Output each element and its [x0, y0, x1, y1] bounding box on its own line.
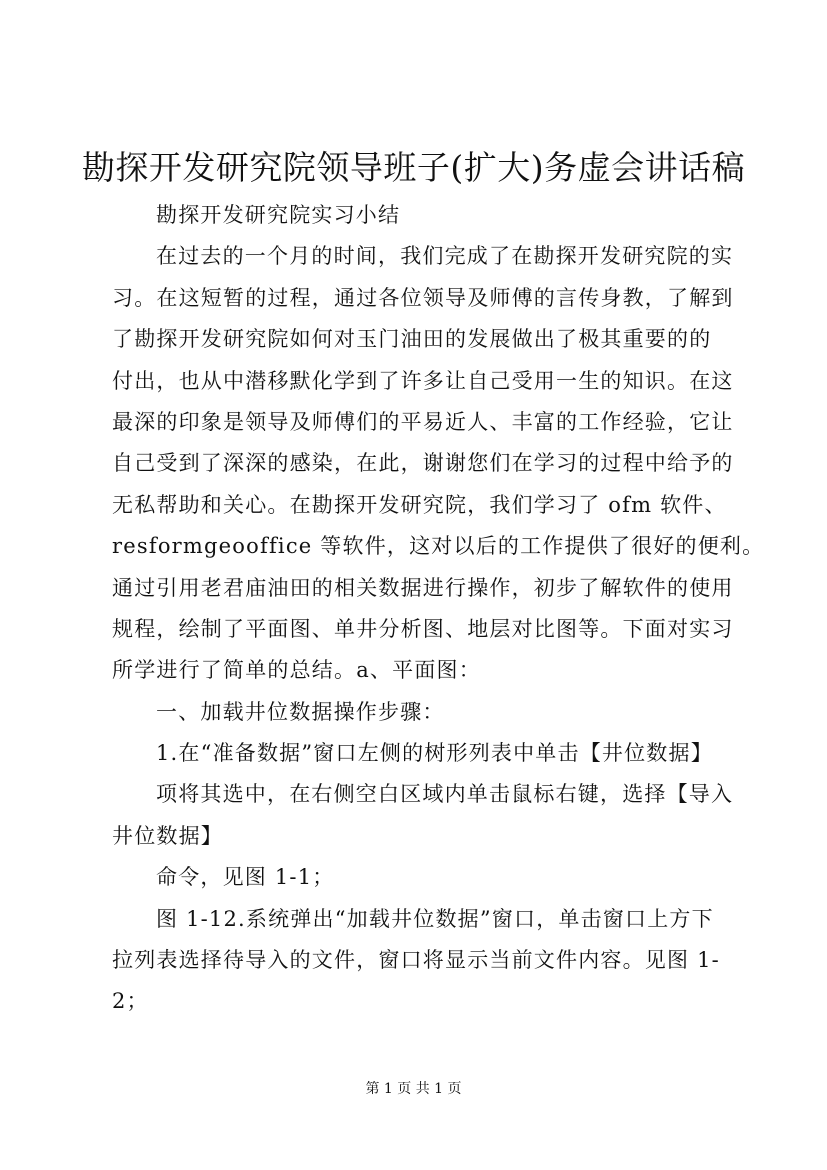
- paragraph-line: 项将其选中，在右侧空白区域内单击鼠标右键，选择【导入: [156, 782, 734, 807]
- paragraph-line: 拉列表选择待导入的文件，窗口将显示当前文件内容。见图 1-: [112, 948, 720, 973]
- page-footer: 第 1 页 共 1 页: [365, 1081, 462, 1097]
- paragraph-line: 2；: [112, 989, 149, 1014]
- paragraph-line: 最深的印象是领导及师傅们的平易近人、丰富的工作经验，它让: [112, 409, 734, 434]
- paragraph-line: 通过引用老君庙油田的相关数据进行操作，初步了解软件的使用: [112, 575, 734, 600]
- paragraph-line: 勘探开发研究院实习小结: [156, 203, 401, 227]
- paragraph-line: 井位数据】: [112, 823, 223, 848]
- paragraph-line: 了勘探开发研究院如何对玉门油田的发展做出了极其重要的的: [112, 327, 712, 352]
- paragraph-line: 自己受到了深深的感染，在此，谢谢您们在学习的过程中给予的: [112, 451, 734, 476]
- paragraph-line: 一、加载井位数据操作步骤：: [156, 699, 445, 724]
- paragraph-line: 图 1-12.系统弹出“加载井位数据”窗口，单击窗口上方下: [156, 906, 714, 931]
- document-title: 勘探开发研究院领导班子(扩大)务虚会讲话稿: [81, 148, 746, 187]
- paragraph-line: 1.在“准备数据”窗口左侧的树形列表中单击【井位数据】: [156, 741, 713, 766]
- paragraph-line: 在过去的一个月的时间，我们完成了在勘探开发研究院的实: [156, 244, 734, 269]
- paragraph-line: 习。在这短暂的过程，通过各位领导及师傅的言传身教，了解到: [112, 285, 734, 310]
- paragraph-line: 无私帮助和关心。在勘探开发研究院，我们学习了 ofm 软件、: [112, 492, 727, 517]
- paragraph-line: 命令，见图 1-1；: [156, 865, 335, 890]
- paragraph-line: resformgeooffice 等软件，这对以后的工作提供了很好的便利。: [112, 534, 765, 559]
- document-body: [112, 195, 765, 1023]
- paragraph-line: 付出，也从中潜移默化学到了许多让自己受用一生的知识。在这: [112, 368, 734, 393]
- paragraph-line: 规程，绘制了平面图、单井分析图、地层对比图等。下面对实习: [112, 616, 734, 641]
- paragraph-line: 所学进行了简单的总结。a、平面图：: [112, 658, 481, 683]
